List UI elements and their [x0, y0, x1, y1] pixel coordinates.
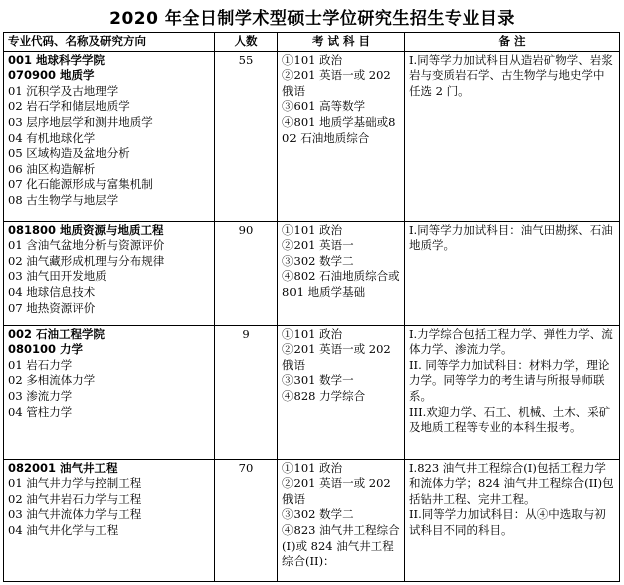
catalog-table [3, 32, 620, 582]
note-item: I.力学综合包括工程力学、弹性力学、流体力学、渗流力学。 [409, 326, 613, 357]
research-direction: 04 油气井化学与工程 [8, 522, 119, 537]
major-cell [4, 459, 215, 581]
header-exam: 考 试 科 目 [278, 33, 405, 52]
major-cell [4, 221, 215, 325]
note-item: I.同等学力加试科目从造岩矿物学、岩浆岩与变质岩石学、古生物学与地史学中任选 2 门。 [409, 52, 613, 98]
research-direction: 03 层序地层学和测井地质学 [8, 114, 153, 129]
research-direction: 02 多相流体力学 [8, 373, 96, 388]
research-direction: 04 有机地球化学 [8, 130, 96, 145]
exam-cell [278, 221, 405, 325]
exam-subject: ③601 高等数学 [282, 99, 366, 114]
research-direction: 03 油气田开发地质 [8, 269, 107, 284]
table-row [4, 325, 620, 459]
research-direction: 03 油气井流体力学与工程 [8, 507, 142, 522]
major-name: 082001 油气井工程 [8, 460, 118, 475]
research-direction: 01 沉积学及古地理学 [8, 83, 119, 98]
major-name: 081800 地质资源与地质工程 [8, 222, 164, 237]
exam-subject: ③301 数学一 [282, 373, 354, 388]
research-direction: 01 油气井力学与控制工程 [8, 476, 142, 491]
research-direction: 02 油气井岩石力学与工程 [8, 491, 142, 506]
table-row [4, 221, 620, 325]
research-direction: 01 含油气盆地分析与资源评价 [8, 238, 165, 253]
note-item: I.823 油气井工程综合(I)包括工程力学和流体力学；824 油气井工程综合(II)包括钻井工程、完井工程。 [409, 460, 614, 506]
major-name: 080100 力学 [8, 342, 84, 357]
major-cell [4, 51, 215, 221]
school-name: 002 石油工程学院 [8, 326, 106, 341]
exam-subject: ②201 英语一或 202 俄语 [282, 342, 391, 372]
research-direction: 07 地热资源评价 [8, 300, 96, 315]
enrollment-count: 55 [215, 51, 278, 221]
exam-subject: ①101 政治 [282, 326, 343, 341]
notes-cell [405, 459, 620, 581]
research-direction: 03 渗流力学 [8, 388, 73, 403]
research-direction: 02 油气藏形成机理与分布规律 [8, 253, 165, 268]
research-direction: 05 区域构造及盆地分析 [8, 146, 130, 161]
exam-cell [278, 459, 405, 581]
research-direction: 02 岩石学和储层地质学 [8, 99, 130, 114]
header-count: 人数 [215, 33, 278, 52]
note-item: I.同等学力加试科目：油气田勘探、石油地质学。 [409, 222, 613, 253]
enrollment-count: 90 [215, 221, 278, 325]
exam-subject: ①101 政治 [282, 460, 343, 475]
major-name: 070900 地质学 [8, 68, 95, 83]
note-item: III.欢迎力学、石工、机械、土木、采矿及地质工程等专业的本科生报考。 [409, 404, 611, 435]
exam-subject: ①101 政治 [282, 222, 343, 237]
exam-cell [278, 51, 405, 221]
research-direction: 08 古生物学与地层学 [8, 192, 119, 207]
exam-subject: ①101 政治 [282, 52, 343, 67]
exam-subject: ④801 地质学基础或802 石油地质综合 [282, 114, 396, 145]
major-cell [4, 325, 215, 459]
notes-cell [405, 51, 620, 221]
research-direction: 04 管柱力学 [8, 404, 73, 419]
exam-cell [278, 325, 405, 459]
note-item: II.同等学力加试科目：从④中选取与初试科目不同的科目。 [409, 507, 606, 537]
research-direction: 06 油区构造解析 [8, 161, 96, 176]
exam-subject: ②201 英语一 [282, 238, 354, 253]
header-row [4, 33, 620, 52]
enrollment-count: 9 [215, 325, 278, 459]
notes-cell [405, 325, 620, 459]
table-row [4, 459, 620, 581]
page-title: 2020 年全日制学术型硕士学位研究生招生专业目录 [109, 9, 515, 29]
enrollment-count: 70 [215, 459, 278, 581]
exam-subject: ④828 力学综合 [282, 388, 366, 403]
exam-subject: ③302 数学二 [282, 507, 354, 522]
exam-subject: ②201 英语一或 202 俄语 [282, 476, 391, 506]
exam-subject: ④802 石油地质综合或801 地质学基础 [282, 269, 400, 299]
exam-subject: ④823 油气井工程综合(I)或 824 油气井工程综合(II)： [282, 522, 400, 569]
note-item: II. 同等学力加试科目：材料力学，理论力学。同等学力的考生请与所报导师联系。 [409, 357, 610, 403]
research-direction: 07 化石能源形成与富集机制 [8, 177, 153, 192]
exam-subject: ③302 数学二 [282, 253, 354, 268]
table-row [4, 51, 620, 221]
school-name: 001 地球科学学院 [8, 52, 106, 67]
notes-cell [405, 221, 620, 325]
exam-subject: ②201 英语一或 202 俄语 [282, 68, 391, 98]
header-major: 专业代码、名称及研究方向 [4, 33, 215, 52]
header-notes: 备 注 [405, 33, 620, 52]
research-direction: 01 岩石力学 [8, 357, 73, 372]
research-direction: 04 地球信息技术 [8, 284, 96, 299]
